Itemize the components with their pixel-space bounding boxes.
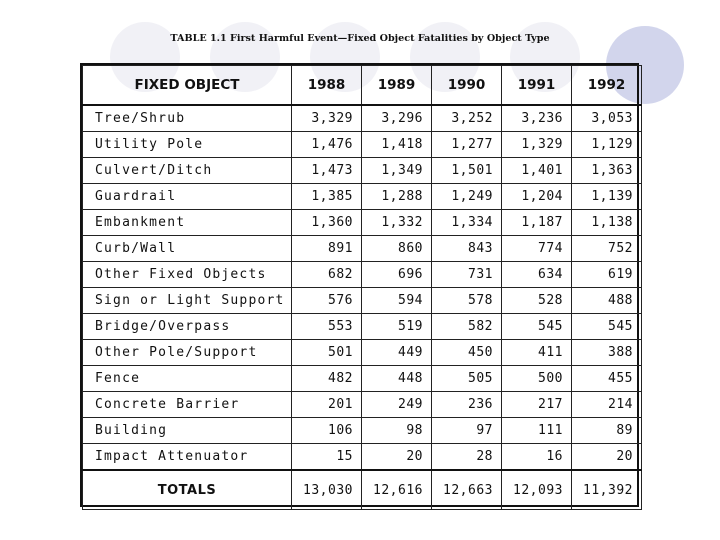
table-cell: 1,138 — [572, 210, 642, 236]
table-cell: 1,501 — [432, 158, 502, 184]
table-cell: 455 — [572, 366, 642, 392]
table-cell: 1,401 — [502, 158, 572, 184]
table-cell: 1,418 — [362, 132, 432, 158]
table-cell: 1,329 — [502, 132, 572, 158]
table-row — [83, 444, 642, 471]
row-label: Concrete Barrier — [83, 392, 292, 418]
row-label: Embankment — [83, 210, 292, 236]
table-cell: 11,392 — [572, 470, 642, 510]
table-cell: 388 — [572, 340, 642, 366]
table-cell: 545 — [572, 314, 642, 340]
table-cell: 1,139 — [572, 184, 642, 210]
table-caption: TABLE 1.1 First Harmful Event—Fixed Object Fatalities by Object Type — [170, 33, 550, 44]
table-cell: 1,187 — [502, 210, 572, 236]
table-cell: 201 — [292, 392, 362, 418]
table-row — [83, 210, 642, 236]
row-label: Curb/Wall — [83, 236, 292, 262]
table-cell: 1,360 — [292, 210, 362, 236]
table-cell: 578 — [432, 288, 502, 314]
table-cell: 594 — [362, 288, 432, 314]
table-cell: 3,236 — [502, 105, 572, 132]
table-cell: 89 — [572, 418, 642, 444]
row-label: Other Fixed Objects — [83, 262, 292, 288]
row-label: Bridge/Overpass — [83, 314, 292, 340]
table-cell: 1,385 — [292, 184, 362, 210]
row-label: Guardrail — [83, 184, 292, 210]
table-body — [83, 105, 642, 510]
column-header: 1990 — [432, 66, 502, 106]
table-cell: 696 — [362, 262, 432, 288]
table-cell: 3,329 — [292, 105, 362, 132]
table-cell: 3,296 — [362, 105, 432, 132]
table-cell: 488 — [572, 288, 642, 314]
table-cell: 448 — [362, 366, 432, 392]
table-cell: 528 — [502, 288, 572, 314]
table-row — [83, 392, 642, 418]
table-cell: 501 — [292, 340, 362, 366]
table-cell: 682 — [292, 262, 362, 288]
column-header: 1992 — [572, 66, 642, 106]
table-row — [83, 132, 642, 158]
table-row — [83, 262, 642, 288]
table-cell: 1,204 — [502, 184, 572, 210]
table-cell: 619 — [572, 262, 642, 288]
column-header: 1991 — [502, 66, 572, 106]
table-header-row — [83, 66, 642, 106]
table-cell: 500 — [502, 366, 572, 392]
table-cell: 731 — [432, 262, 502, 288]
table-cell: 634 — [502, 262, 572, 288]
table-cell: 28 — [432, 444, 502, 471]
table-cell: 449 — [362, 340, 432, 366]
totals-row — [83, 470, 642, 510]
fatalities-table-container — [80, 63, 639, 507]
table-cell: 482 — [292, 366, 362, 392]
fatalities-table — [82, 65, 642, 510]
column-header: FIXED OBJECT — [83, 66, 292, 106]
table-cell: 3,053 — [572, 105, 642, 132]
table-cell: 545 — [502, 314, 572, 340]
table-cell: 519 — [362, 314, 432, 340]
table-cell: 217 — [502, 392, 572, 418]
table-cell: 214 — [572, 392, 642, 418]
table-cell: 1,349 — [362, 158, 432, 184]
row-label: TOTALS — [83, 470, 292, 510]
table-cell: 505 — [432, 366, 502, 392]
table-cell: 843 — [432, 236, 502, 262]
table-cell: 774 — [502, 236, 572, 262]
table-cell: 1,473 — [292, 158, 362, 184]
row-label: Impact Attenuator — [83, 444, 292, 471]
table-cell: 98 — [362, 418, 432, 444]
table-row — [83, 288, 642, 314]
table-row — [83, 236, 642, 262]
table-row — [83, 158, 642, 184]
row-label: Fence — [83, 366, 292, 392]
row-label: Culvert/Ditch — [83, 158, 292, 184]
table-row — [83, 340, 642, 366]
table-cell: 20 — [572, 444, 642, 471]
table-row — [83, 105, 642, 132]
table-cell: 15 — [292, 444, 362, 471]
table-row — [83, 314, 642, 340]
table-cell: 20 — [362, 444, 432, 471]
table-cell: 860 — [362, 236, 432, 262]
table-cell: 582 — [432, 314, 502, 340]
table-cell: 752 — [572, 236, 642, 262]
table-cell: 553 — [292, 314, 362, 340]
table-cell: 12,663 — [432, 470, 502, 510]
table-row — [83, 418, 642, 444]
table-cell: 1,334 — [432, 210, 502, 236]
table-cell: 1,332 — [362, 210, 432, 236]
row-label: Tree/Shrub — [83, 105, 292, 132]
table-cell: 450 — [432, 340, 502, 366]
table-cell: 1,476 — [292, 132, 362, 158]
table-row — [83, 184, 642, 210]
table-cell: 576 — [292, 288, 362, 314]
table-cell: 1,288 — [362, 184, 432, 210]
table-cell: 236 — [432, 392, 502, 418]
row-label: Building — [83, 418, 292, 444]
table-cell: 111 — [502, 418, 572, 444]
row-label: Utility Pole — [83, 132, 292, 158]
table-cell: 16 — [502, 444, 572, 471]
column-header: 1989 — [362, 66, 432, 106]
table-cell: 12,093 — [502, 470, 572, 510]
table-row — [83, 366, 642, 392]
table-cell: 1,249 — [432, 184, 502, 210]
table-cell: 1,129 — [572, 132, 642, 158]
row-label: Sign or Light Support — [83, 288, 292, 314]
table-cell: 411 — [502, 340, 572, 366]
table-cell: 1,277 — [432, 132, 502, 158]
table-cell: 249 — [362, 392, 432, 418]
table-cell: 12,616 — [362, 470, 432, 510]
table-cell: 1,363 — [572, 158, 642, 184]
row-label: Other Pole/Support — [83, 340, 292, 366]
table-cell: 106 — [292, 418, 362, 444]
table-cell: 97 — [432, 418, 502, 444]
table-cell: 3,252 — [432, 105, 502, 132]
column-header: 1988 — [292, 66, 362, 106]
table-cell: 891 — [292, 236, 362, 262]
table-cell: 13,030 — [292, 470, 362, 510]
